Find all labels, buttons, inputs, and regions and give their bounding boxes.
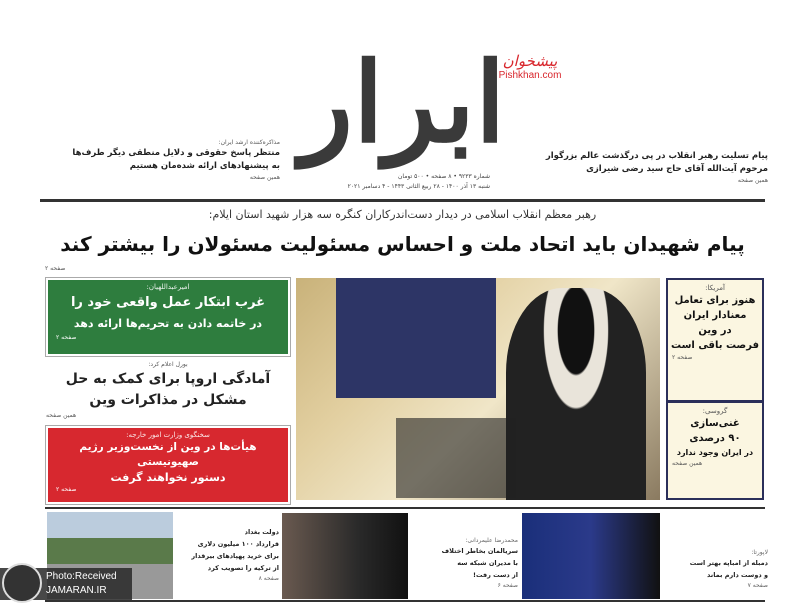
page-ref: همین صفحه <box>672 460 703 467</box>
lead-photo[interactable] <box>296 278 660 500</box>
box-headline: هیأت‌ها در وین از نخست‌وزیر رژیم صهیونیستی <box>79 441 257 468</box>
issue-info <box>285 172 490 192</box>
news-kicker: لاپورتا: <box>751 549 768 556</box>
page-ref: صفحه ۲ <box>672 354 693 361</box>
box-headline: غرب ابتکار عمل واقعی خود را <box>70 295 266 310</box>
teaser-line: پیام تسلیت رهبر انقلاب در پی درگذشت عالم بزرگوار <box>545 151 768 161</box>
page-ref: صفحه ۲ <box>45 265 66 272</box>
divider <box>45 600 765 602</box>
news-line: و دوست دارم بماند <box>707 571 768 579</box>
news-line: با مدیران شبکه سه <box>457 559 518 567</box>
red-news-box[interactable] <box>46 426 290 504</box>
box-kicker: آمریکا: <box>705 284 725 292</box>
newspaper-logo: ابرار <box>300 38 506 167</box>
page-ref: صفحه ۷ <box>747 582 768 589</box>
page-ref: همین صفحه <box>249 174 280 181</box>
page-ref: صفحه ۸ <box>258 575 279 582</box>
news-headline: مشکل در مذاکرات وین <box>89 392 247 408</box>
page-ref: صفحه ۶ <box>497 582 518 589</box>
bottom-news-1[interactable] <box>175 526 279 583</box>
page-ref: همین صفحه <box>737 177 768 184</box>
credit-line: Photo:Received <box>46 571 117 582</box>
news-line: قرارداد ۱۰۰ میلیون دلاری <box>197 540 279 548</box>
side-box-1[interactable] <box>666 278 764 402</box>
banner-backdrop <box>336 278 496 398</box>
box-headline: دستور نخواهند گرفت <box>110 471 226 484</box>
news-line: از ترکیه را تصویب کرد <box>207 564 279 572</box>
green-news-box[interactable] <box>46 278 290 356</box>
news-line: سریالمان بخاطر اختلاف <box>441 547 518 555</box>
teaser-right[interactable] <box>500 150 768 185</box>
news-line: از دست رفت! <box>473 571 518 579</box>
box-headline: فرصت باقی است <box>670 340 759 351</box>
news-line: دمبله از امباپه بهتر است <box>689 559 768 567</box>
news-headline: آمادگی اروپا برای کمک به حل <box>65 371 271 387</box>
bottom-news-2[interactable] <box>410 536 518 590</box>
box-kicker: گروسی: <box>702 407 728 415</box>
laporta-photo[interactable] <box>522 513 660 599</box>
divider <box>45 507 765 509</box>
box-headline: در وین <box>698 325 732 336</box>
issue-line: شماره ۹۲۳۳ • ۸ صفحه • ۵۰۰ تومان <box>397 173 490 180</box>
box-headline: غنی‌سازی <box>690 418 740 429</box>
page-ref: همین صفحه <box>46 412 77 419</box>
credit-line: JAMARAN.IR <box>46 585 107 596</box>
pishkhan-fa: پیشخوان <box>502 52 558 70</box>
jamaran-logo-icon <box>2 563 42 603</box>
page-ref: صفحه ۲ <box>56 334 77 341</box>
teaser-kicker: مذاکره‌کننده ارشد ایران: <box>218 139 280 146</box>
news-kicker: بورل اعلام کرد: <box>148 361 188 368</box>
actor-photo[interactable] <box>282 513 408 599</box>
page-ref: صفحه ۲ <box>56 486 77 493</box>
microphones <box>396 418 516 498</box>
pishkhan-en: Pishkhan.com <box>498 70 562 81</box>
teaser-line: به پیشنهادهای ارائه شده‌مان هستیم <box>129 161 280 171</box>
box-headline: ۹۰ درصدی <box>689 433 741 444</box>
news-kicker: محمدرضا علیمردانی: <box>465 537 518 544</box>
box-headline: هنوز برای تعامل <box>674 295 756 306</box>
box-headline: در خاتمه دادن به تحریم‌ها ارائه دهد <box>73 317 263 330</box>
news-line: برای خرید پهپادهای بیرقدار <box>191 552 279 560</box>
box-headline: معنادار ایران <box>683 310 747 321</box>
pishkhan-logo[interactable] <box>490 52 570 82</box>
lead-headline[interactable]: پیام شهیدان باید اتحاد ملت و احساس مسئولیت مسئولان را بیشتر کند <box>60 232 745 256</box>
box-kicker: سخنگوی وزارت امور خارجه: <box>126 431 210 439</box>
side-box-2[interactable] <box>666 401 764 500</box>
bottom-news-3[interactable] <box>662 548 768 590</box>
date-line: شنبه ۱۳ آذر ۱۴۰۰ - ۲۸ ربیع الثانی ۱۴۴۳ - ۴ دسامبر ۲۰۲۱ <box>347 183 490 190</box>
box-kicker: امیرعبداللهیان: <box>146 283 190 291</box>
box-headline: در ایران وجود ندارد <box>676 448 754 457</box>
teaser-left[interactable] <box>30 138 280 182</box>
mid-news[interactable] <box>46 360 290 420</box>
teaser-line: منتظر پاسخ حقوقی و دلایل منطقی دیگر طرف‌ها <box>72 148 280 158</box>
lead-kicker: رهبر معظم انقلاب اسلامی در دیدار دست‌اندرکاران کنگره سه هزار شهید استان ایلام: <box>208 208 597 221</box>
speaker-figure <box>506 288 646 500</box>
divider <box>40 199 765 202</box>
news-line: دولت بغداد <box>244 528 279 536</box>
teaser-line: مرحوم آیت‌الله آقای حاج سید رضی شیرازی <box>586 164 768 174</box>
